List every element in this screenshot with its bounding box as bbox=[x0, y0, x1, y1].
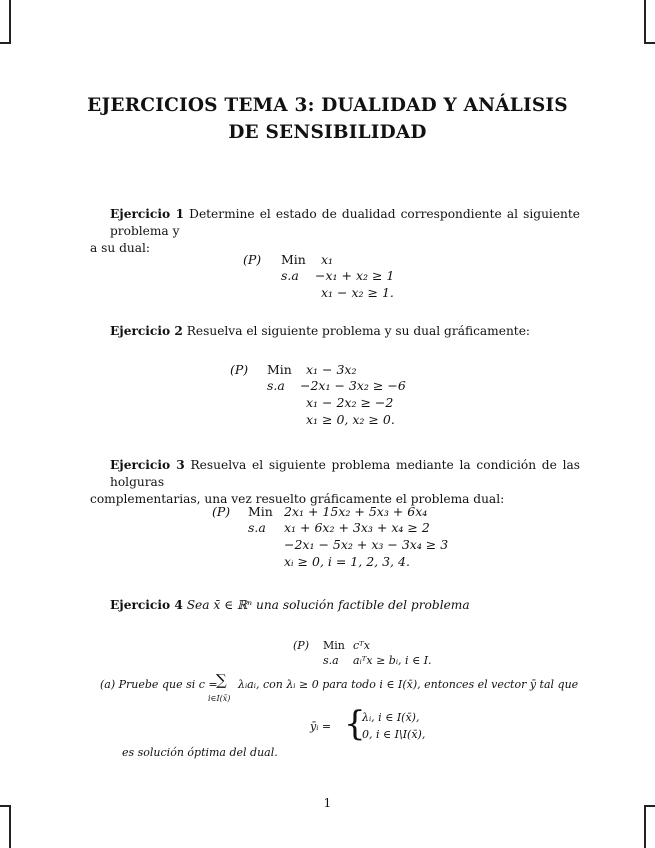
exercise-4-problem bbox=[293, 637, 463, 671]
subject-to: s.a bbox=[281, 268, 299, 283]
part-a-prefix: (a) Pruebe que si c = bbox=[100, 678, 218, 691]
crop-mark-top-right-h bbox=[646, 42, 655, 44]
crop-mark-top-left-h bbox=[0, 42, 9, 44]
exercise-4-part-a bbox=[100, 671, 580, 706]
constraint-2: −2x₁ − 5x₂ + x₃ − 3x₄ ≥ 3 bbox=[284, 537, 449, 552]
constraint-nonnegativity: xᵢ ≥ 0, i = 1, 2, 3, 4. bbox=[284, 554, 410, 569]
crop-mark-top-left-v bbox=[9, 0, 11, 44]
constraint-1: −2x₁ − 3x₂ ≥ −6 bbox=[300, 378, 406, 393]
crop-mark-top-right-v bbox=[644, 0, 646, 44]
exercise-2-label: Ejercicio 2 bbox=[110, 324, 183, 338]
problem-name: (P) bbox=[212, 504, 231, 519]
title-line-1: EJERCICIOS TEMA 3: DUALIDAD Y ANÁLISIS bbox=[87, 95, 568, 116]
constraint-2: x₁ − 2x₂ ≥ −2 bbox=[306, 395, 394, 410]
objective-keyword: Min bbox=[281, 252, 306, 267]
crop-mark-bottom-left-v bbox=[9, 805, 11, 848]
page-title bbox=[70, 92, 585, 146]
problem-name: (P) bbox=[243, 252, 262, 267]
ybar-case-1: λᵢ, i ∈ I(x̄), bbox=[362, 711, 420, 724]
exercise-4-text: Sea x̄ ∈ ℝⁿ una solución factible del problema bbox=[182, 598, 470, 612]
exercise-2-problem bbox=[230, 361, 450, 429]
page-number: 1 bbox=[323, 796, 332, 810]
exercise-3-statement bbox=[90, 457, 580, 508]
title-line-2: DE SENSIBILIDAD bbox=[228, 122, 427, 143]
left-brace-icon: { bbox=[344, 704, 366, 744]
constraint-1: x₁ + 6x₂ + 3x₃ + x₄ ≥ 2 bbox=[284, 520, 430, 535]
part-a-conclusion: es solución óptima del dual. bbox=[122, 746, 278, 759]
part-a-condition: λᵢaᵢ, con λᵢ ≥ 0 para todo i ∈ I(x̄), entonces el vector ȳ tal que bbox=[238, 678, 579, 691]
exercise-3-text-first: Resuelva el siguiente problema mediante la condición de las holguras bbox=[110, 458, 581, 489]
objective-keyword: Min bbox=[323, 639, 345, 652]
exercise-4-statement bbox=[90, 597, 580, 614]
objective-function: x₁ − 3x₂ bbox=[306, 362, 357, 377]
problem-name: (P) bbox=[293, 639, 309, 652]
exercise-4-label: Ejercicio 4 bbox=[110, 598, 183, 612]
ybar-definition bbox=[310, 704, 470, 744]
objective-function: 2x₁ + 15x₂ + 5x₃ + 6x₄ bbox=[284, 504, 428, 519]
crop-mark-bottom-right-v bbox=[644, 805, 646, 848]
objective-function: cᵀx bbox=[353, 639, 370, 652]
exercise-1-text-second: a su dual: bbox=[90, 241, 151, 255]
constraint-1: aᵢᵀx ≥ bᵢ, i ∈ I. bbox=[353, 654, 432, 667]
objective-keyword: Min bbox=[267, 362, 292, 377]
constraint-2: x₁ − x₂ ≥ 1. bbox=[321, 285, 394, 300]
exercise-2-statement bbox=[90, 323, 580, 340]
exercise-1-statement bbox=[90, 206, 580, 257]
exercise-1-text-first: Determine el estado de dualidad correspondiente al siguiente problema y bbox=[110, 207, 580, 238]
subject-to: s.a bbox=[323, 654, 339, 667]
problem-name: (P) bbox=[230, 362, 249, 377]
exercise-3-text-second: complementarias, una vez resuelto gráficamente el problema dual: bbox=[90, 492, 505, 506]
constraint-nonnegativity: x₁ ≥ 0, x₂ ≥ 0. bbox=[306, 412, 395, 427]
summation-symbol: ∑ bbox=[216, 671, 227, 689]
exercise-1-label: Ejercicio 1 bbox=[110, 207, 185, 221]
subject-to: s.a bbox=[267, 378, 285, 393]
constraint-1: −x₁ + x₂ ≥ 1 bbox=[315, 268, 395, 283]
exercise-3-label: Ejercicio 3 bbox=[110, 458, 185, 472]
objective-function: x₁ bbox=[321, 252, 334, 267]
summation-subscript: i∈I(x̄) bbox=[208, 694, 231, 703]
subject-to: s.a bbox=[248, 520, 266, 535]
ybar-lhs: ȳᵢ = bbox=[310, 720, 332, 733]
exercise-3-problem bbox=[212, 503, 452, 571]
ybar-case-2: 0, i ∈ I\I(x̄), bbox=[362, 728, 426, 741]
exercise-2-text: Resuelva el siguiente problema y su dual gráficamente: bbox=[182, 324, 531, 338]
exercise-1-problem bbox=[243, 251, 443, 303]
objective-keyword: Min bbox=[248, 504, 273, 519]
